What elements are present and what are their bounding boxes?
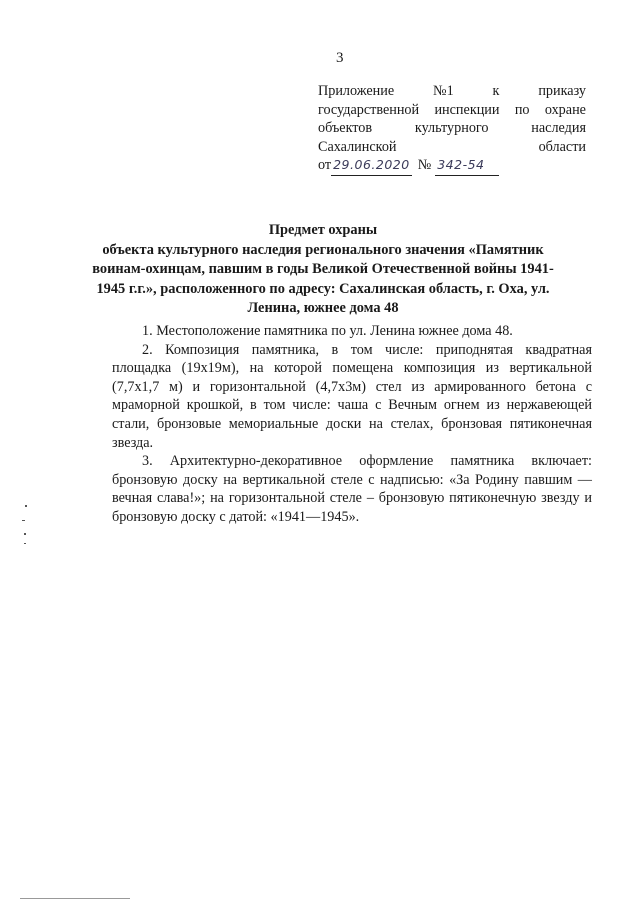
paragraph: 3. Архитектурно-декоративное оформление памятника включает: бронзовую доску на вертикальной стеле с надписью: «За Родину павшим — вечная слава!»; на горизонтальной стеле – бронзовую пятиконечную звезду и бронзовую доску с датой: «1941—1945». bbox=[112, 453, 592, 525]
heading-subtitle: объекта культурного наследия регионального значения «Памятник воинам-охинцам, павшим в годы Великой Отечественной войны 1941-1945 г.г.», расположенного по адресу: Сахалинская область, г. Оха, ул. Ленина, южнее дома 48 bbox=[92, 241, 554, 316]
appendix-word: приказу bbox=[538, 83, 586, 99]
appendix-word: к bbox=[492, 83, 500, 99]
handwritten-date: 29.06.2020 bbox=[331, 156, 412, 176]
appendix-word: государственной bbox=[318, 101, 420, 118]
heading-title: Предмет охраны bbox=[268, 222, 378, 238]
page-number: 3 bbox=[336, 50, 344, 66]
appendix-block bbox=[318, 82, 586, 176]
scan-artifact bbox=[22, 520, 25, 521]
appendix-word: Приложение bbox=[318, 83, 395, 99]
appendix-line-1 bbox=[318, 82, 586, 101]
appendix-word: по bbox=[514, 101, 530, 118]
order-date-number bbox=[318, 156, 586, 176]
appendix-word: №1 bbox=[433, 83, 454, 99]
scan-artifact bbox=[20, 898, 130, 899]
appendix-line-4 bbox=[318, 138, 586, 157]
appendix-word: охране bbox=[544, 101, 586, 118]
appendix-word: Сахалинской bbox=[318, 138, 397, 155]
handwritten-number: 342-54 bbox=[435, 156, 498, 176]
appendix-word: наследия bbox=[531, 120, 586, 136]
scan-artifact bbox=[24, 533, 26, 535]
paragraph: 2. Композиция памятника, в том числе: приподнятая квадратная площадка (19х19м), на которой помещена композиция из вертикальной (7,7х1,7 м) и горизонтальной (4,7х3м) стел из армированного бетона с мраморной крошкой, в том числе: чаша с Вечным огнем из нержавеющей стали, бронзовые мемориальные доски на стелах, бронзовая пятиконечная звезда. bbox=[112, 341, 592, 451]
appendix-line-3 bbox=[318, 119, 586, 138]
document-heading bbox=[88, 221, 558, 319]
appendix-word: объектов bbox=[318, 120, 373, 136]
scan-artifact bbox=[25, 505, 27, 507]
appendix-word: инспекции bbox=[434, 101, 500, 118]
appendix-line-2 bbox=[318, 101, 586, 120]
appendix-word: области bbox=[538, 138, 586, 155]
date-prefix: от bbox=[318, 157, 332, 173]
number-prefix: № bbox=[417, 157, 432, 173]
scan-artifact bbox=[24, 543, 26, 544]
appendix-word: культурного bbox=[414, 120, 489, 136]
paragraph: 1. Местоположение памятника по ул. Ленина южнее дома 48. bbox=[142, 323, 513, 339]
document-body bbox=[112, 322, 592, 527]
